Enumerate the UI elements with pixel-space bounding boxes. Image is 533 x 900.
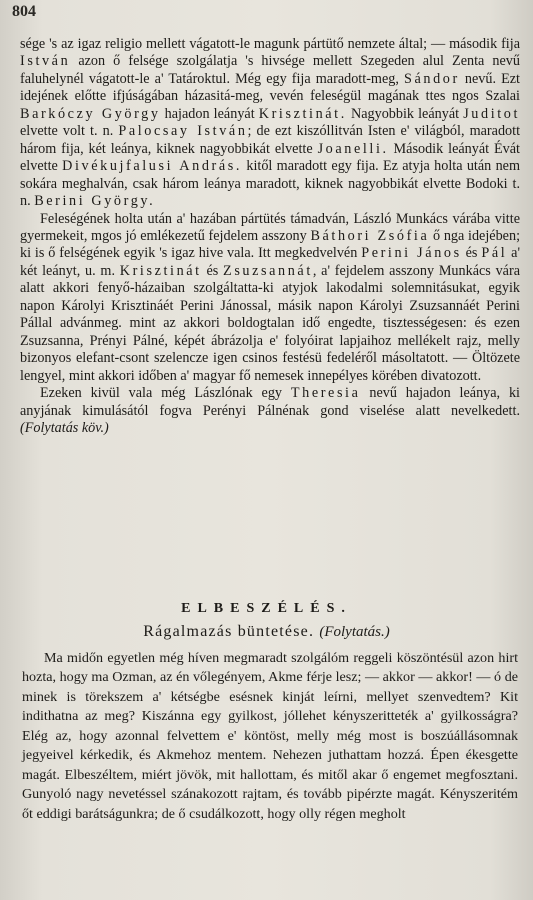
paragraph-text: sége 's az igaz religio mellett vágatott-le magunk pártütő nemzete által; — második fija — [20, 36, 520, 52]
spaced-name: Pál — [481, 245, 508, 262]
spaced-name: Berini György. — [34, 193, 156, 210]
spaced-name: Perini János — [361, 245, 462, 262]
article-paragraph — [20, 36, 520, 211]
spaced-name: Krisztinát. — [258, 105, 347, 122]
story-paragraph: Ma midőn egyetlen még híven megmaradt szolgálóm reggeli köszöntésül azon hirt hozta, hogy ma Ozman, az én vőlegényem, Akme férje lesz; — akkor — akkor! — ó de minek is törekszem a' kétségbe esésnek kinját leírni, mellyet szenvedtem? Kit indithatna az meg? Kiszánna egy gyilkost, jóllehet kényszeritteték a' gyilkosságra? Elég az, hogy azonnal felvettem e' köntöst, melly még most is boszúállásomnak jegyeivel kérkedik, és Akmehoz mentem. Nehezen juthattam hozzá. Épen ékesgette magát. Elbeszéltem, miért jövök, mit hallottam, és mitől akar ő engemet megfosztani. Gunyoló nagy nevetéssel szánakozott rajtam, és tovább pipérzte magát. Kényszeritém őt eddigi barátságunkra; de ő csudálkozott, hogy olly régen megholt — [22, 650, 518, 822]
paragraph-text: ő nga idejében; ki is ő felségének egyik 's igaz hive vala. Itt megkedvelvén — [20, 227, 521, 262]
spaced-name: Báthori Zsófia — [310, 227, 430, 244]
paragraph-text: és — [201, 262, 224, 279]
paragraph-text: azon ő felsége szolgálatja 's hivsége mellett Szegeden alul Zenta nevű faluhelynél vágatott-le a' Tatároktul. Még egy fija maradott-meg, — [20, 53, 520, 87]
paragraph-text: nevű. Ezt idejének előtte ifjúságában házasitá-meg, vevén feleségül magának ttes ngos Szalai — [20, 70, 520, 105]
continuation-note: (Folytatás köv.) — [20, 419, 109, 436]
section-heading: ELBESZÉLÉS. — [181, 601, 352, 616]
main-text-block — [20, 36, 520, 437]
spaced-name: Barkóczy György — [20, 105, 161, 122]
paragraph-text: ; de ezt kiszóllitván Isten e' világból, maradott három fija, két leánya, kiknek nagyobbikát elvette — [20, 123, 521, 157]
spaced-name: Juditot — [463, 105, 521, 122]
spaced-name: Joanelli. — [317, 140, 389, 157]
paragraph-text: a' két leányt, u. m. — [20, 245, 521, 279]
paragraph-text: Második leányát Évát elvette — [20, 140, 521, 175]
story-title — [0, 623, 533, 641]
spaced-name: Zsuzsannát — [223, 262, 313, 279]
paragraph-text: Nagyobbik leányát — [346, 105, 464, 122]
story-text-block — [22, 649, 518, 824]
story-title-text: Rágalmazás büntetése. — [143, 623, 315, 640]
spaced-name: Sándor — [403, 70, 460, 87]
paragraph-text: Feleségének holta után a' hazában pártütés támadván, László Munkács várába vitte gyermekeit, mgos jó emlékezetű fejdelem asszony — [20, 210, 520, 244]
paragraph-text: kitől maradott egy fija. Ez atyja holta után nem sokára meghalván, csak három leánya maradott, kiknek nagyobbikát elvette Bodoki t. n. — [20, 158, 520, 210]
spaced-name: István — [20, 53, 71, 70]
paragraph-text: , a' fejdelem asszony Munkács vára alatt akkori fenyő-házaiban szolgáltatta-ki atyjok lakodalmi solemnitásukat, egyik napon Károlyi Krisztináét Perini Jánossal, másik napon Károlyi Zsuzsannáét Perini Pállal advánmeg. mint az akkori boldogtalan idő engedte, tisztességesen: és ezen Zsuzsanna, Prényi Pálné, képét ábrázolja e' folyóirat lapjaihoz mellékelt rajz, melly bizonyos elefant-csont szelencze igen csinos festésü fedeléről másoltatott. — Öltözete lengyel, mint akkori időben a' magyar fő nemesek innepélyes körében divatozott. — [20, 262, 520, 384]
paragraph-text: elvette volt t. n. — [20, 123, 119, 140]
paragraph-text: és — [461, 245, 482, 262]
paragraph-text: hajadon leányát — [160, 105, 259, 122]
spaced-name: Palocsay István — [118, 123, 248, 140]
paragraph-text: Ezeken kivül vala még Lászlónak egy — [40, 385, 291, 402]
article-paragraph — [20, 211, 520, 386]
spaced-name: Krisztinát — [119, 262, 202, 279]
story-title-note: (Folytatás.) — [319, 624, 390, 640]
paragraph-text: nevű hajadon leánya, ki anyjának kimulásától fogva Perényi Pálnénak gond viselése alatt nevelkedett. — [20, 385, 520, 419]
article-paragraph — [20, 385, 520, 437]
spaced-name: Divékujfalusi András. — [62, 158, 243, 175]
spaced-name: Theresia — [290, 385, 361, 402]
page-number: 804 — [12, 3, 36, 20]
